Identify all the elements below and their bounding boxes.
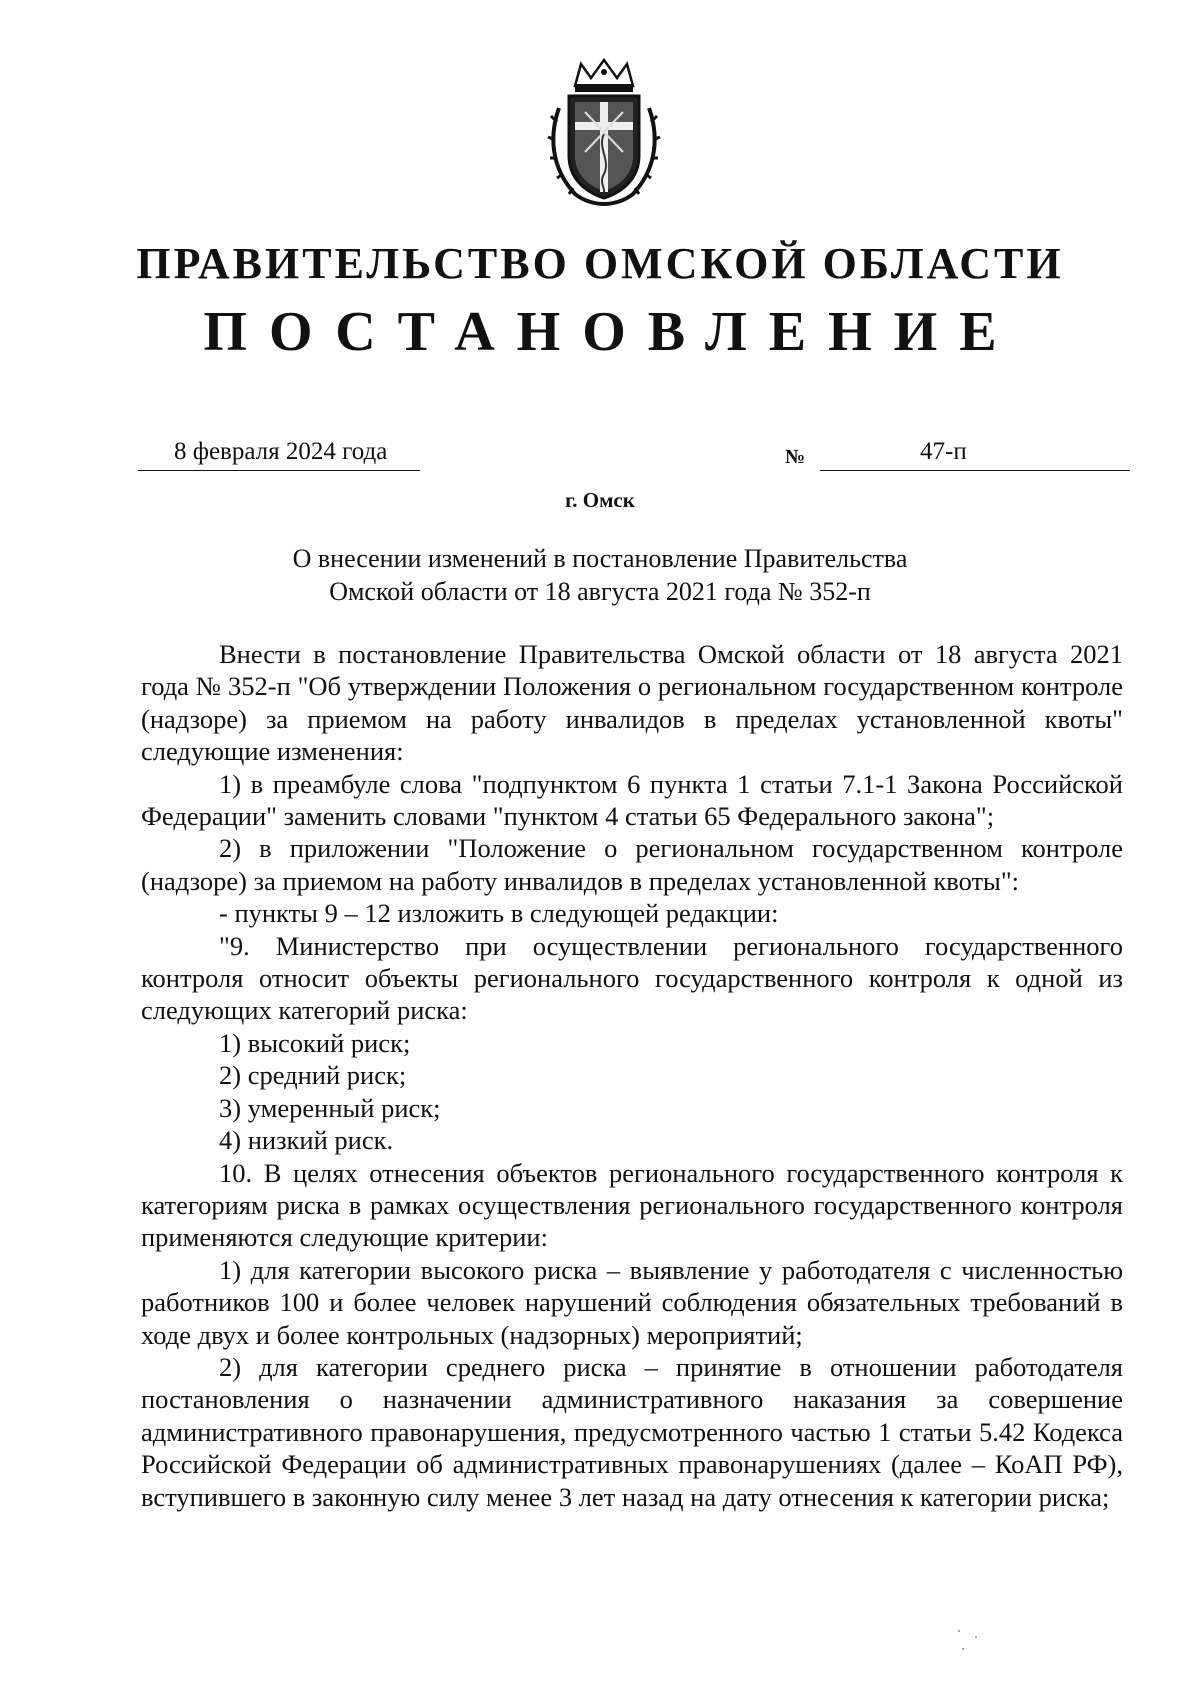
scan-speck [975, 1636, 977, 1638]
scan-speck [962, 1648, 964, 1650]
body-paragraph: - пункты 9 – 12 изложить в следующей редакции: [219, 898, 779, 929]
number-label: № [785, 446, 806, 468]
body-paragraph: 1) в преамбуле слова "подпунктом 6 пункта 1 статьи 7.1-1 Закона Российской Федерации" заменить словами "пунктом 4 статьи 65 Федерального закона"; [141, 768, 1123, 832]
document-body [141, 638, 1123, 1513]
organization-title: ПРАВИТЕЛЬСТВО ОМСКОЙ ОБЛАСТИ [136, 239, 1064, 288]
body-paragraph: 2) для категории среднего риска – принятие в отношении работодателя постановления о назначении административного наказания за совершение административного правонарушения, предусмотренного частью 1 статьи 5.42 Кодекса Российской Федерации об административных правонарушениях (далее – КоАП РФ), вступившего в законную силу менее 3 лет назад на дату отнесения к категории риска; [141, 1351, 1123, 1512]
document-type-title: ПОСТАНОВЛЕНИЕ [203, 301, 1019, 363]
body-paragraph: 3) умеренный риск; [219, 1092, 441, 1123]
body-paragraph: 10. В целях отнесения объектов регионального государственного контроля к категориям риска в рамках осуществления регионального государственного контроля применяются следующие критерии: [141, 1157, 1123, 1253]
body-paragraph: 1) для категории высокого риска – выявление у работодателя с численностью работников 100 и более человек нарушений соблюдения обязательных требований в ходе двух и более контрольных (надзорных) мероприятий; [141, 1254, 1123, 1350]
body-paragraph: 1) высокий риск; [219, 1027, 411, 1058]
subject-line-2: Омской области от 18 августа 2021 года № 352-п [329, 577, 871, 606]
document-date: 8 февраля 2024 года [174, 438, 388, 465]
scan-speck [958, 1630, 960, 1632]
body-paragraph: 2) средний риск; [219, 1060, 407, 1091]
body-paragraph: "9. Министерство при осуществлении регионального государственного контроля относит объекты регионального государственного контроля к одной из следующих категорий риска: [141, 930, 1123, 1026]
body-paragraph: 4) низкий риск. [219, 1125, 394, 1156]
subject-line-1: О внесении изменений в постановление Правительства [292, 544, 908, 573]
body-paragraph: Внести в постановление Правительства Омской области от 18 августа 2021 года № 352-п "Об утверждении Положения о региональном государственном контроле (надзоре) за приемом на работу инвалидов в пределах установленной квоты" следующие изменения: [141, 639, 1123, 767]
document-number-field [820, 438, 1130, 471]
city-name: г. Омск [565, 488, 635, 512]
document-subject [0, 542, 1200, 608]
document-date-field [138, 438, 420, 471]
coat-of-arms-icon [545, 56, 663, 206]
document-number: 47-п [920, 438, 967, 465]
body-paragraph: 2) в приложении "Положение о региональном государственном контроле (надзоре) за приемом на работу инвалидов в пределах установленной квоты": [141, 833, 1123, 896]
